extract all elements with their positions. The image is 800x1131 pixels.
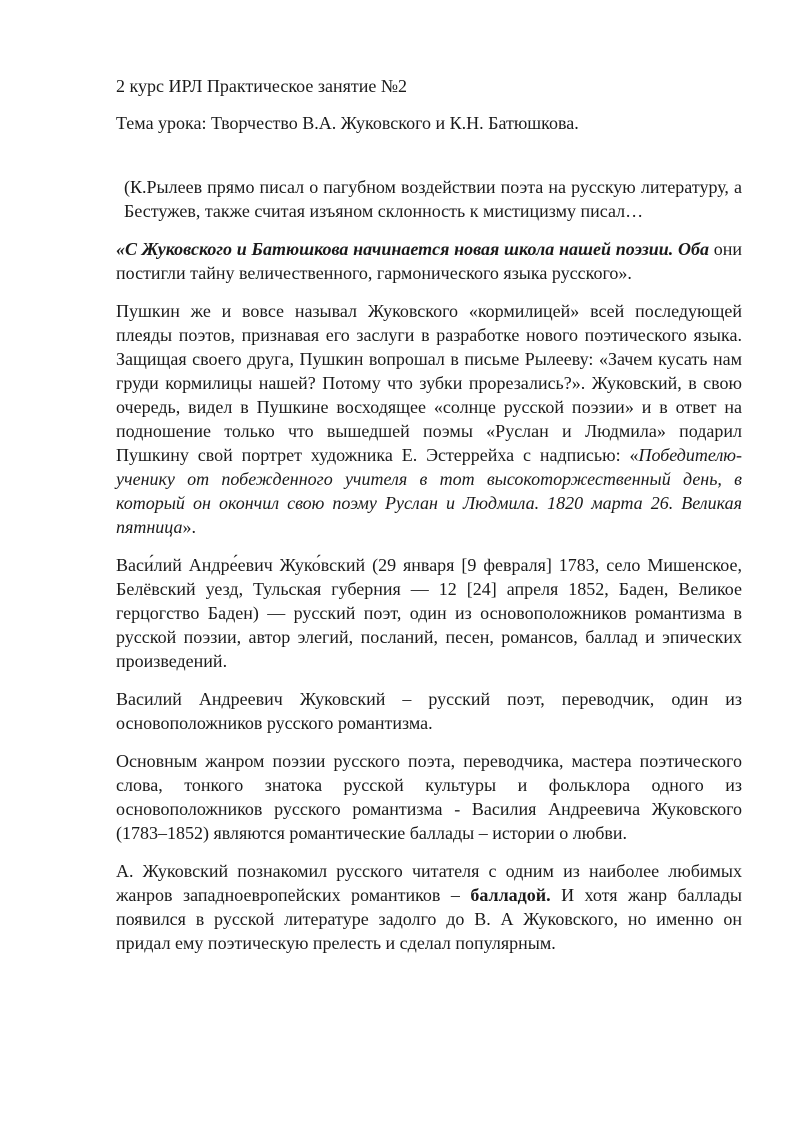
paragraph-pushkin <box>116 299 742 539</box>
paragraph-definition: Василий Андреевич Жуковский – русский поэт, переводчик, один из основоположников русского романтизма. <box>116 689 742 733</box>
paragraph-ballad <box>116 859 742 955</box>
ballad-text: А. Жуковский познакомил русского читателя с одним из наиболее любимых жанров западноевропейских романтиков – <box>116 861 742 905</box>
course-title: 2 курс ИРЛ Практическое занятие №2 <box>116 76 408 96</box>
paragraph-biography: Васи́лий Андре́евич Жуко́вский (29 января [9 февраля] 1783, село Мишенское, Белёвский уезд, Тульская губерния — 12 [24] апреля 1852, Баден, Великое герцогство Баден) — русский поэт, один из основоположников романтизма в русской поэзии, автор элегий, посланий, песен, романсов, баллад и эпических произведений. <box>116 555 742 671</box>
document-body <box>116 74 742 969</box>
paragraph-genre: Основным жанром поэзии русского поэта, переводчика, мастера поэтического слова, тонкого знатока русской культуры и фольклора одного из основоположников русского романтизма - Василия Андреевича Жуковского (1783–1852) являются романтические баллады – истории о любви. <box>116 751 742 843</box>
ballad-term: балладой. <box>470 885 551 905</box>
quote-bold-italic: «С Жуковского и Батюшкова начинается новая школа нашей поэзии. Оба <box>116 239 709 259</box>
lesson-topic: Тема урока: Творчество В.А. Жуковского и К.Н. Батюшкова. <box>116 113 579 133</box>
pushkin-text-end: ». <box>182 517 197 537</box>
portrait-inscription: Победителю-ученику от побежденного учителя в тот высокоторжественный день, в который он окончил свою поэму Руслан и Людмила. 1820 марта 26. Великая пятница <box>116 445 742 537</box>
pushkin-text: Пушкин же и вовсе называл Жуковского «кормилицей» всей последующей плеяды поэтов, признавая его заслуги в разработке нового поэтического языка. Защищая своего друга, Пушкин вопрошал в письме Рылееву: «Зачем кусать нам груди кормилицы нашей? Потому что зубки прорезались?». Жуковский, в свою очередь, видел в Пушкине восходящее «солнце русской поэзии» и в ответ на подношение только что вышедшей поэмы «Руслан и Людмила» подарил Пушкину свой портрет художника Е. Эстеррейха с надписью: « <box>116 301 742 465</box>
quote-continuation: они постигли тайну величественного, гармонического языка русского». <box>116 239 742 283</box>
paragraph-quote <box>116 237 742 285</box>
paragraph-ryleev: (К.Рылеев прямо писал о пагубном воздействии поэта на русскую литературу, а Бестужев, также считая изъяном склонность к мистицизму писал… <box>124 177 742 221</box>
ballad-text-end: И хотя жанр баллады появился в русской литературе задолго до В. А Жуковского, но именно он придал ему поэтическую прелесть и сделал популярным. <box>116 885 742 953</box>
